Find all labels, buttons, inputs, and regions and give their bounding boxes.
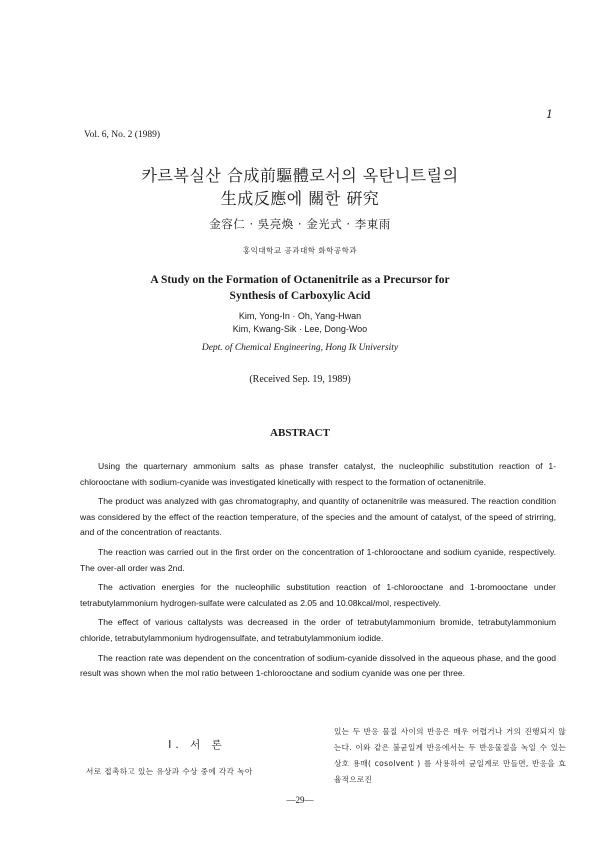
abstract-paragraph: The activation energies for the nucleophilic substitution reaction of 1-chlorooctane and 1-bromooctane under tetrabutylammonium hydrogen-sulfate were calculated as 2.05 and 10.08kcal/mol, respectively.	[80, 582, 556, 608]
abstract-heading: ABSTRACT	[270, 427, 330, 439]
korean-authors: 金容仁 · 吳亮煥 · 金光式 · 李東雨	[209, 217, 391, 231]
right-column	[334, 724, 566, 788]
abstract-body	[80, 459, 556, 686]
abstract-paragraph: The reaction rate was dependent on the concentration of sodium-cyanide dissolved in the aqueous phase, and the good result was shown when the mol ratio between 1-chlorooctane and sodium cyanide was one per three.	[80, 652, 556, 679]
english-authors-line-1: Kim, Yong-In · Oh, Yang-Hwan	[238, 311, 362, 321]
english-authors-line-2: Kim, Kwang-Sik · Lee, Dong-Woo	[232, 324, 368, 334]
english-affiliation: Dept. of Chemical Engineering, Hong Ik University	[201, 343, 399, 353]
korean-title-line-2: 生成反應에 關한 硏究	[220, 189, 380, 208]
page-number: —29—	[286, 795, 314, 805]
received-date: (Received Sep. 19, 1989)	[249, 374, 351, 385]
section-heading: I. 서 론	[168, 739, 226, 751]
korean-title-line-1: 카르복실산 合成前驅體로서의 옥탄니트릴의	[141, 166, 459, 185]
corner-mark: 1	[546, 108, 553, 121]
right-column-text: 있는 두 반응 물질 사이의 반응은 매우 어렵거나 거의 진행되지 않는다. 이와 같은 불균일계 반응에서는 두 반응물질을 녹일 수 있는 상호 용매( cosolvent ) 를 사용하여 균일계로 만들면, 반응을 효율적으로진	[334, 727, 566, 784]
journal-reference: Vol. 6, No. 2 (1989)	[84, 130, 161, 140]
abstract-paragraph: The reaction was carried out in the first order on the concentration of 1-chlorooctane and sodium cyanide, respectively. The over-all order was 2nd.	[80, 546, 556, 573]
english-title-line-1: A Study on the Formation of Octanenitrile as a Precursor for	[150, 274, 450, 286]
english-title-line-2: Synthesis of Carboxylic Acid	[229, 290, 371, 302]
abstract-paragraph: The effect of various caltalysts was decreased in the order of tetrabutylammonium bromide, tetrabutylammonium chloride, tetrabutylammonium hydrogensulfate, and tetrabutylammonium iodide.	[80, 617, 556, 643]
abstract-paragraph: Using the quarternary ammonium salts as phase transfer catalyst, the nucleophilic substitution reaction of 1-chlorooctane with sodium-cyanide was investigated kinetically with respect to the formation of octanenitrile.	[80, 461, 556, 487]
left-column-text: 서로 접촉하고 있는 유상과 수상 중에 각각 녹아	[86, 767, 253, 776]
abstract-paragraph: The product was analyzed with gas chromatography, and quantity of octanenitrile was measured. The reaction condition was considered by the effect of the reaction temperature, of the species and the amount of catalyst, of the speed of strirring, and of the concentration of reactants.	[80, 496, 556, 538]
korean-affiliation: 홍익대학교 공과대학 화학공학과	[242, 246, 358, 255]
left-column	[86, 708, 308, 777]
